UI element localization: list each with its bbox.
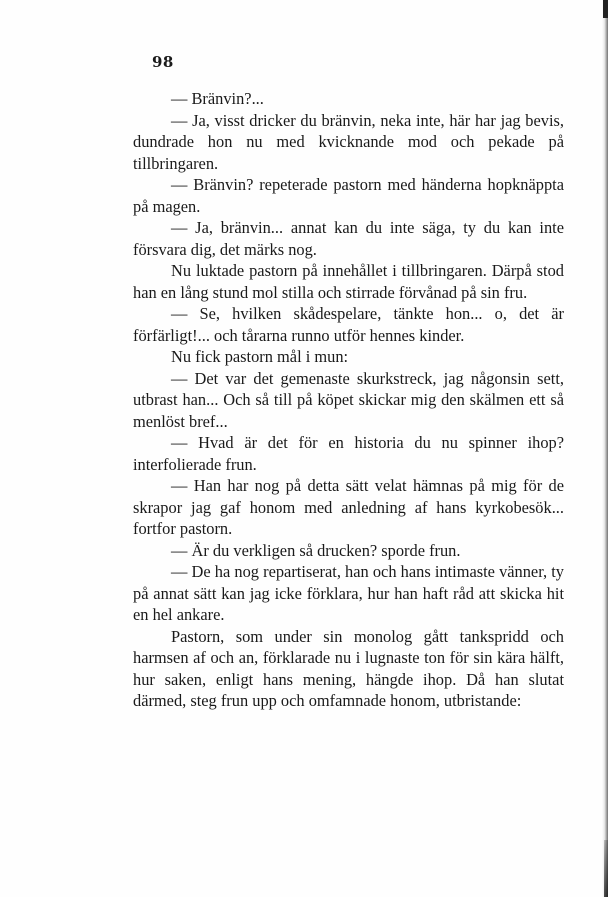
page-edge-shadow: [602, 0, 608, 897]
paragraph: — Han har nog på detta sätt velat hämnas på mig för de skrapor jag gaf honom med anledning af hans kyrkobesök... fortfor pastorn.: [133, 476, 564, 538]
paragraph: Nu luktade pastorn på innehållet i tillbringaren. Därpå stod han en lång stund mol stilla och stirrade förvånad på sin fru.: [133, 261, 564, 302]
page-edge-mark-bottom: [604, 840, 608, 897]
paragraph: — Bränvin?...: [171, 89, 264, 108]
paragraph: — Är du verkligen så drucken? sporde frun.: [171, 540, 461, 560]
paragraph: — Ja, bränvin... annat kan du inte säga, ty du kan inte försvara dig, det märks nog.: [133, 218, 564, 259]
paragraph: — Hvad är det för en historia du nu spinner ihop? interfolierade frun.: [133, 433, 564, 474]
paragraph: — Det var det gemenaste skurkstreck, jag någonsin sett, utbrast han... Och så till på köpet skickar mig den skälmen ett så menlöst bref...: [133, 368, 564, 431]
paragraph: — De ha nog repartiserat, han och hans intimaste vänner, ty på annat sätt kan jag icke förklara, hur han haft råd att skicka hit en hel ankare.: [133, 562, 564, 624]
page-number: 98: [152, 53, 174, 71]
paragraph: — Se, hvilken skådespelare, tänkte hon... o, det är förfärligt!... och tårarna runno utför hennes kinder.: [133, 304, 564, 345]
paragraph: — Ja, visst dricker du bränvin, neka inte, här har jag bevis, dundrade hon nu med kvicknande mod och pekade på tillbringaren.: [133, 110, 564, 173]
paragraph: Pastorn, som under sin monolog gått tankspridd och harmsen af och an, förklarade nu i lugnaste ton för sin kära hälft, hur saken, enligt hans mening, hängde ihop. Då han slutat därmed, steg frun upp och omfamnade honom, utbristande:: [133, 626, 564, 710]
page-edge-mark-top: [603, 0, 608, 18]
paragraph: Nu fick pastorn mål i mun:: [171, 347, 349, 366]
paragraph: — Bränvin? repeterade pastorn med händerna hopknäppta på magen.: [133, 175, 564, 216]
body-text: [133, 88, 564, 712]
